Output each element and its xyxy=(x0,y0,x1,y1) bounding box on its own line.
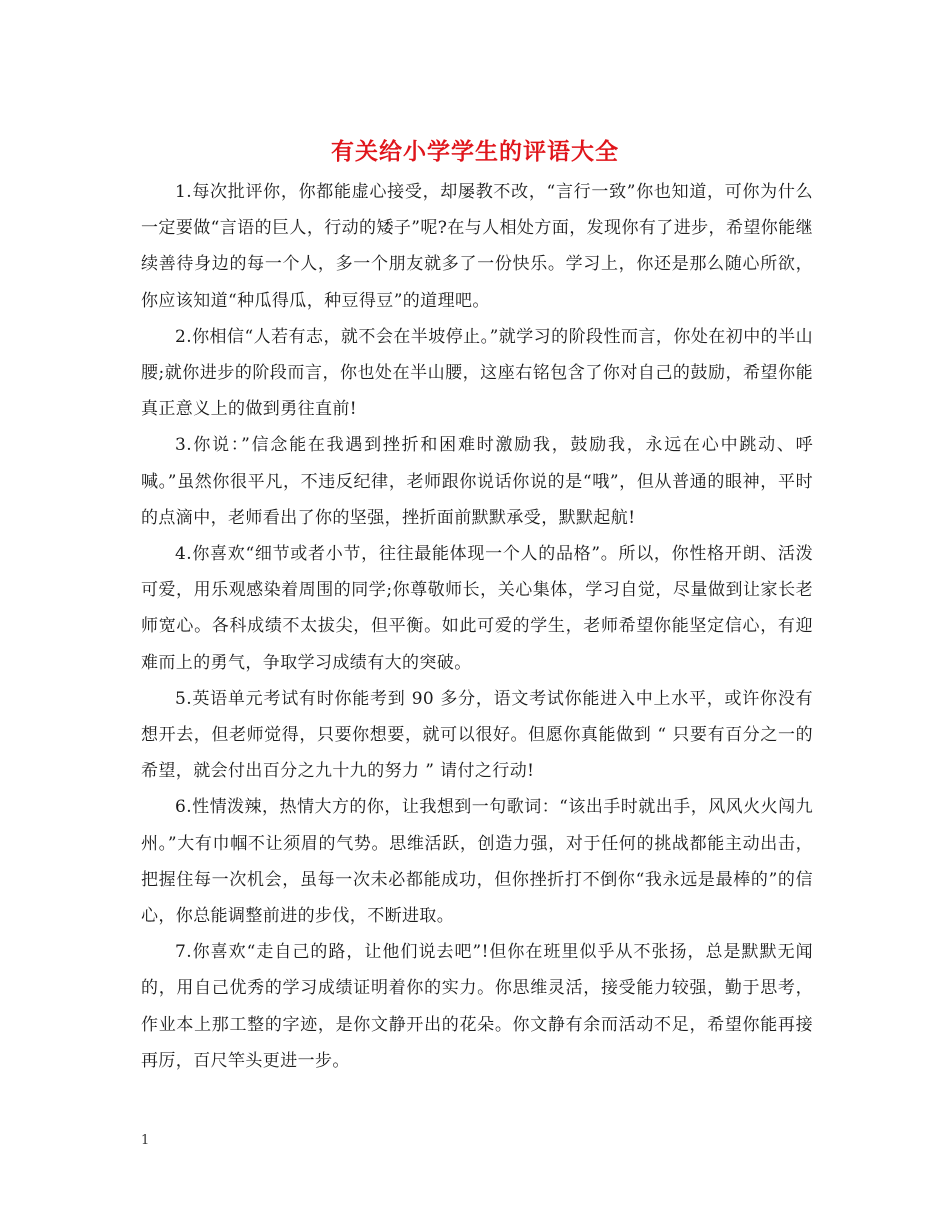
document-body xyxy=(141,174,813,1079)
comment-paragraph-1: 1.每次批评你，你都能虚心接受，却屡教不改，“言行一致”你也知道，可你为什么一定要做“言语的巨人，行动的矮子”呢?在与人相处方面，发现你有了进步，希望你能继续善待身边的每一个人，多一个朋友就多了一份快乐。学习上，你还是那么随心所欲，你应该知道“种瓜得瓜，种豆得豆”的道理吧。 xyxy=(141,182,813,311)
comment-paragraph-4: 4.你喜欢“细节或者小节，往往最能体现一个人的品格”。所以，你性格开朗、活泼可爱，用乐观感染着周围的同学;你尊敬师长，关心集体，学习自觉，尽量做到让家长老师宽心。各科成绩不太拔尖，但平衡。如此可爱的学生，老师希望你能坚定信心，有迎难而上的勇气，争取学习成绩有大的突破。 xyxy=(141,544,813,673)
comment-paragraph-6: 6.性情泼辣，热情大方的你，让我想到一句歌词：“该出手时就出手，风风火火闯九州。”大有巾帼不让须眉的气势。思维活跃，创造力强，对于任何的挑战都能主动出击，把握住每一次机会，虽每一次未必都能成功，但你挫折打不倒你“我永远是最棒的”的信心，你总能调整前进的步伐，不断进取。 xyxy=(141,797,813,927)
page-number: 1 xyxy=(141,1133,150,1148)
comment-paragraph-2: 2.你相信“人若有志，就不会在半坡停止。”就学习的阶段性而言，你处在初中的半山腰;就你进步的阶段而言，你也处在半山腰，这座右铭包含了你对自己的鼓励，希望你能真正意义上的做到勇往直前! xyxy=(141,326,813,420)
comment-paragraph-3: 3.你说：”信念能在我遇到挫折和困难时激励我，鼓励我，永远在心中跳动、呼喊。”虽然你很平凡，不违反纪律，老师跟你说话你说的是“哦”，但从普通的眼神，平时的点滴中，老师看出了你的坚强，挫折面前默默承受，默默起航! xyxy=(141,435,813,528)
document-title: 有关给小学学生的评语大全 xyxy=(331,138,619,165)
comment-paragraph-7: 7.你喜欢“走自己的路，让他们说去吧”!但你在班里似乎从不张扬，总是默默无闻的，用自己优秀的学习成绩证明着你的实力。你思维灵活，接受能力较强，勤于思考，作业本上那工整的字迹，是你文静开出的花朵。你文静有余而活动不足，希望你能再接再厉，百尺竿头更进一步。 xyxy=(141,942,813,1071)
comment-paragraph-5: 5.英语单元考试有时你能考到 90 多分，语文考试你能进入中上水平，或许你没有想开去，但老师觉得，只要你想要，就可以很好。但愿你真能做到 “ 只要有百分之一的希望，就会付出百分之九十九的努力 ” 请付之行动! xyxy=(141,688,813,782)
